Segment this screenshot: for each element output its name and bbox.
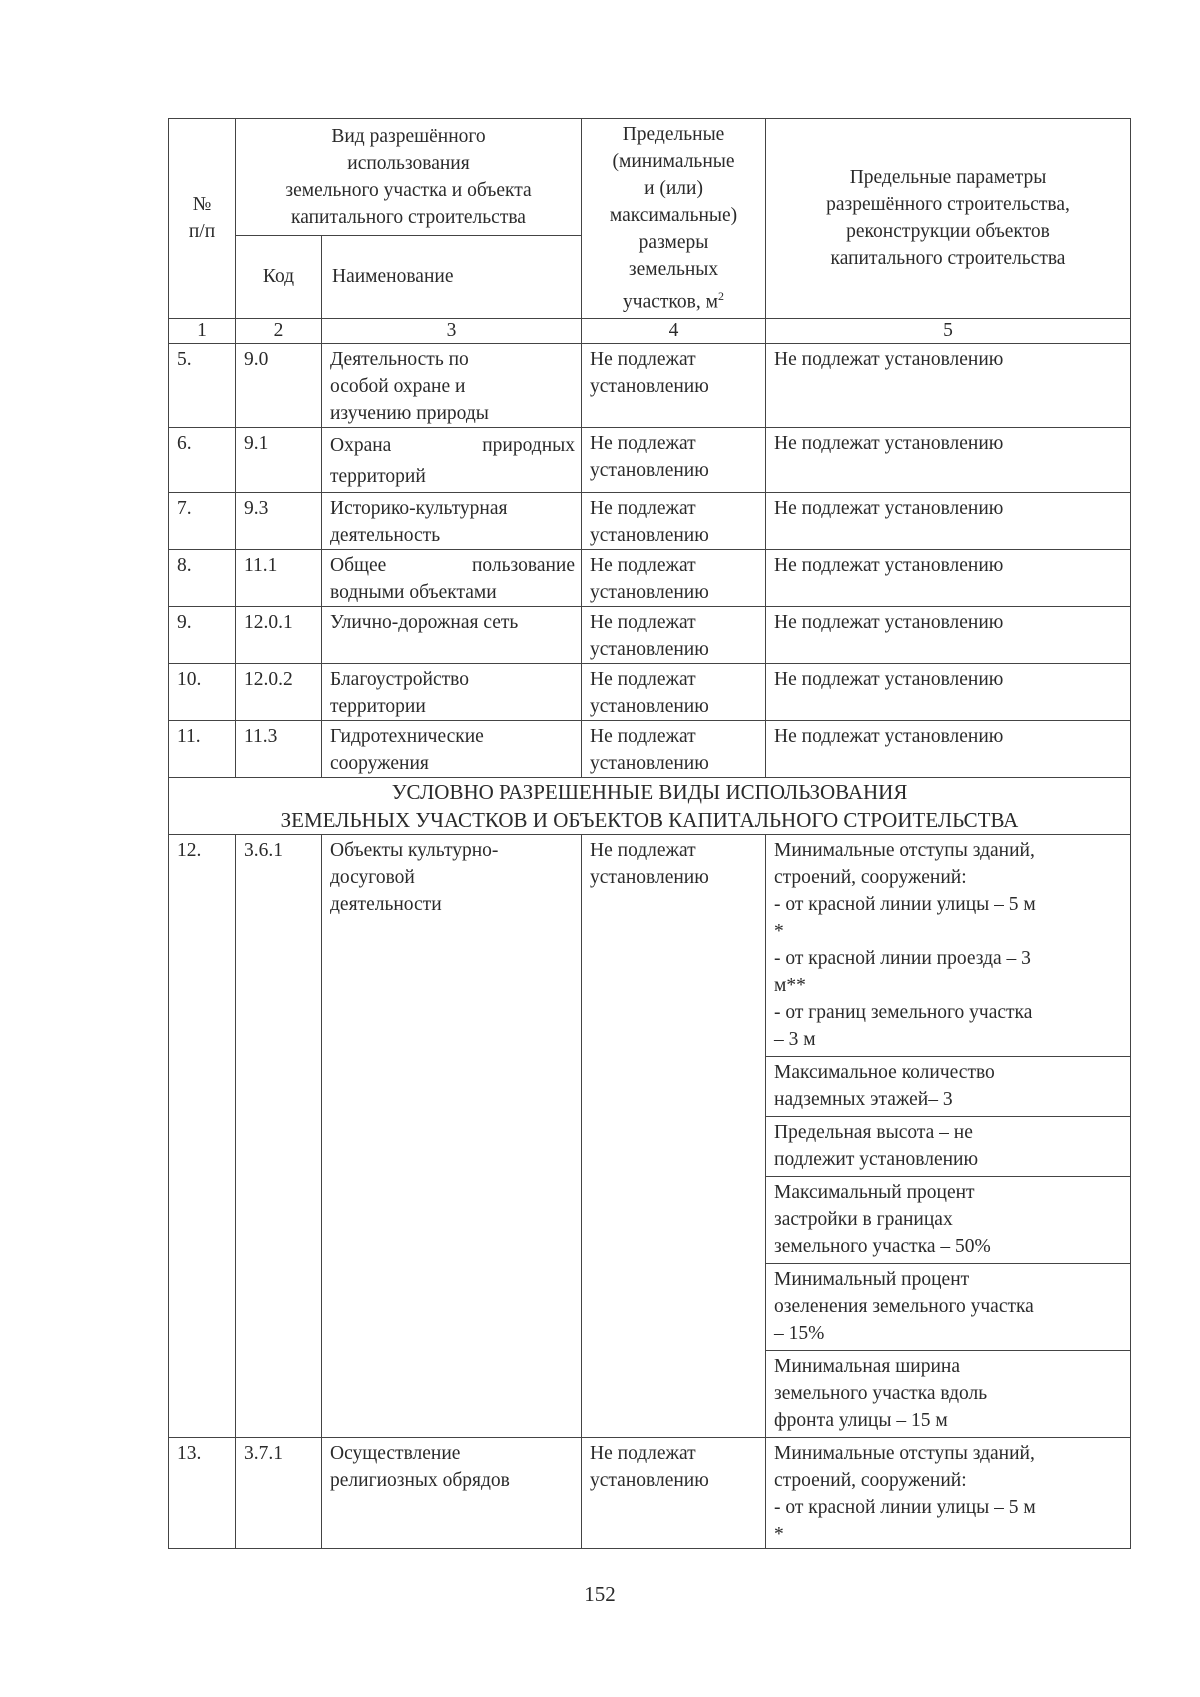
row-name: Осуществление религиозных обрядов bbox=[322, 1437, 582, 1548]
header-plot-sizes-sup: 2 bbox=[717, 289, 724, 303]
col-number-1: 1 bbox=[169, 318, 236, 343]
row-number: 8. bbox=[169, 549, 236, 606]
page-number: 152 bbox=[584, 1582, 616, 1606]
header-use-type: Вид разрешённого использования земельного участка и объекта капитального строительства bbox=[236, 119, 582, 236]
row-code: 11.3 bbox=[236, 720, 322, 777]
table-row bbox=[169, 427, 1131, 492]
table-row bbox=[169, 663, 1131, 720]
row-number: 9. bbox=[169, 606, 236, 663]
row-code: 9.3 bbox=[236, 492, 322, 549]
row-code: 11.1 bbox=[236, 549, 322, 606]
row-name: Гидротехнические сооружения bbox=[322, 720, 582, 777]
row-number: 7. bbox=[169, 492, 236, 549]
row-number: 5. bbox=[169, 343, 236, 427]
header-plot-sizes-text: Предельные (минимальные и (или) максимальные) размеры земельных участков, м bbox=[609, 124, 738, 313]
row-size: Не подлежат установлению bbox=[582, 606, 766, 663]
param-max-floors: Максимальное количество надземных этажей– 3 bbox=[766, 1057, 1130, 1117]
table-row bbox=[169, 834, 1131, 1437]
row-param: Не подлежат установлению bbox=[766, 720, 1131, 777]
row-name bbox=[322, 549, 582, 606]
param-max-coverage: Максимальный процент застройки в границах земельного участка – 50% bbox=[766, 1177, 1130, 1264]
table-row bbox=[169, 549, 1131, 606]
row-name: Благоустройство территории bbox=[322, 663, 582, 720]
row-name-line-2: территорий bbox=[330, 465, 426, 487]
col-number-2: 2 bbox=[236, 318, 322, 343]
row-number: 12. bbox=[169, 834, 236, 1437]
param-min-greenery: Минимальный процент озеленения земельного участка – 15% bbox=[766, 1264, 1130, 1351]
table-row bbox=[169, 343, 1131, 427]
header-plot-sizes bbox=[582, 119, 766, 319]
table-row bbox=[169, 492, 1131, 549]
table-row bbox=[169, 1437, 1131, 1548]
section-title: УСЛОВНО РАЗРЕШЕННЫЕ ВИДЫ ИСПОЛЬЗОВАНИЯ ЗЕМЕЛЬНЫХ УЧАСТКОВ И ОБЪЕКТОВ КАПИТАЛЬНОГО СТРОИТЕЛЬСТВА bbox=[169, 777, 1131, 834]
row-code: 3.7.1 bbox=[236, 1437, 322, 1548]
param-max-height: Предельная высота – не подлежит установлению bbox=[766, 1117, 1130, 1177]
row-param: Не подлежат установлению bbox=[766, 492, 1131, 549]
row-name-line-2: водными объектами bbox=[330, 581, 497, 603]
param-setbacks: Минимальные отступы зданий, строений, сооружений: - от красной линии улицы – 5 м * - от красной линии проезда – 3 м** - от границ земельного участка – 3 м bbox=[766, 835, 1130, 1057]
row-params bbox=[766, 834, 1131, 1437]
row-size: Не подлежат установлению bbox=[582, 343, 766, 427]
row-code: 9.0 bbox=[236, 343, 322, 427]
row-name bbox=[322, 427, 582, 492]
table-row bbox=[169, 606, 1131, 663]
row-name-line-1: Общее пользование bbox=[330, 554, 576, 576]
table-row bbox=[169, 720, 1131, 777]
row-code: 9.1 bbox=[236, 427, 322, 492]
row-param: Не подлежат установлению bbox=[766, 606, 1131, 663]
row-name: Улично-дорожная сеть bbox=[322, 606, 582, 663]
header-code: Код bbox=[236, 235, 322, 318]
row-number: 6. bbox=[169, 427, 236, 492]
row-name: Деятельность по особой охране и изучению природы bbox=[322, 343, 582, 427]
row-param: Не подлежат установлению bbox=[766, 549, 1131, 606]
row-code: 12.0.2 bbox=[236, 663, 322, 720]
row-size: Не подлежат установлению bbox=[582, 549, 766, 606]
row-size: Не подлежат установлению bbox=[582, 427, 766, 492]
row-number: 13. bbox=[169, 1437, 236, 1548]
row-number: 11. bbox=[169, 720, 236, 777]
header-num: № п/п bbox=[169, 119, 236, 319]
row-size: Не подлежат установлению bbox=[582, 720, 766, 777]
param-min-width: Минимальная ширина земельного участка вдоль фронта улицы – 15 м bbox=[774, 1355, 988, 1431]
header-build-params: Предельные параметры разрешённого строительства, реконструкции объектов капитального строительства bbox=[766, 119, 1131, 319]
row-number: 10. bbox=[169, 663, 236, 720]
row-size: Не подлежат установлению bbox=[582, 663, 766, 720]
row-name-line-1: Охрана природных bbox=[330, 434, 576, 456]
row-name: Историко-культурная деятельность bbox=[322, 492, 582, 549]
row-size: Не подлежат установлению bbox=[582, 492, 766, 549]
row-param: Не подлежат установлению bbox=[766, 427, 1131, 492]
row-param: Не подлежат установлению bbox=[766, 663, 1131, 720]
row-code: 12.0.1 bbox=[236, 606, 322, 663]
col-number-4: 4 bbox=[582, 318, 766, 343]
land-use-table bbox=[168, 118, 1131, 1549]
row-param: Минимальные отступы зданий, строений, сооружений: - от красной линии улицы – 5 м * bbox=[766, 1437, 1131, 1548]
col-number-3: 3 bbox=[322, 318, 582, 343]
row-size: Не подлежат установлению bbox=[582, 834, 766, 1437]
row-code: 3.6.1 bbox=[236, 834, 322, 1437]
col-number-5: 5 bbox=[766, 318, 1131, 343]
row-name: Объекты культурно- досуговой деятельности bbox=[322, 834, 582, 1437]
row-size: Не подлежат установлению bbox=[582, 1437, 766, 1548]
header-name: Наименование bbox=[322, 235, 582, 318]
row-param: Не подлежат установлению bbox=[766, 343, 1131, 427]
